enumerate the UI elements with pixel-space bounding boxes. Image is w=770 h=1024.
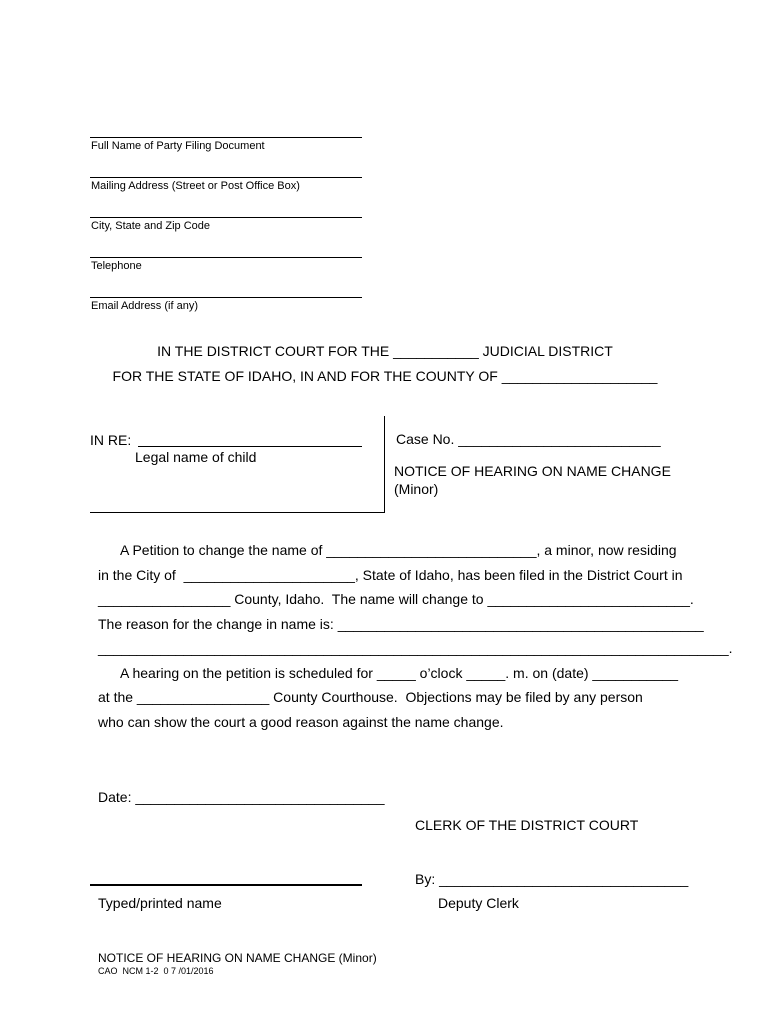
- footer-form-code: CAO NCM 1-2 0 7 /01/2016: [98, 966, 214, 976]
- telephone-label: Telephone: [91, 260, 142, 272]
- legal-name-of-child-label: Legal name of child: [135, 449, 257, 465]
- para2-line2: at the _________________ County Courthouse. Objections may be filed by any person: [98, 689, 643, 705]
- city-state-zip-label: City, State and Zip Code: [91, 220, 211, 232]
- city-state-zip-line[interactable]: [90, 217, 362, 218]
- caption-divider: [384, 416, 385, 512]
- date-field[interactable]: Date: ________________________________: [98, 789, 385, 805]
- para1-line2: in the City of ______________________, State of Idaho, has been filed in the District Court in: [98, 567, 683, 583]
- mailing-address-line[interactable]: [90, 177, 362, 178]
- court-heading-line2: FOR THE STATE OF IDAHO, IN AND FOR THE COUNTY OF ____________________: [112, 368, 658, 384]
- by-signature-field[interactable]: By: ________________________________: [415, 871, 689, 887]
- notice-title-line2: (Minor): [394, 481, 439, 497]
- para1-line4: The reason for the change in name is: _______________________________________________: [98, 616, 704, 632]
- clerk-label: CLERK OF THE DISTRICT COURT: [415, 817, 639, 833]
- email-label: Email Address (if any): [91, 300, 198, 312]
- full-name-line[interactable]: [90, 137, 362, 138]
- child-name-line[interactable]: [138, 446, 362, 447]
- telephone-line[interactable]: [90, 257, 362, 258]
- para2-line1: A hearing on the petition is scheduled for _____ o’clock _____. m. on (date) ___________: [120, 665, 679, 681]
- court-heading-line1: IN THE DISTRICT COURT FOR THE ___________ JUDICIAL DISTRICT: [157, 343, 613, 359]
- email-line[interactable]: [90, 297, 362, 298]
- typed-name-label: Typed/printed name: [98, 895, 222, 911]
- case-number-field[interactable]: Case No. __________________________: [396, 431, 661, 447]
- para1-line5: _________________________________________________________________________________.: [98, 640, 733, 656]
- para1-line3: _________________ County, Idaho. The name will change to __________________________.: [98, 591, 694, 607]
- mailing-address-label: Mailing Address (Street or Post Office Box): [91, 180, 300, 192]
- caption-bottom-rule: [90, 512, 385, 513]
- typed-name-line[interactable]: [90, 884, 362, 886]
- notice-title-line1: NOTICE OF HEARING ON NAME CHANGE: [394, 463, 671, 479]
- full-name-label: Full Name of Party Filing Document: [91, 140, 265, 152]
- para1-line1: A Petition to change the name of ___________________________, a minor, now residing: [120, 542, 677, 558]
- deputy-clerk-label: Deputy Clerk: [438, 895, 519, 911]
- in-re-label: IN RE:: [90, 432, 132, 448]
- footer-title: NOTICE OF HEARING ON NAME CHANGE (Minor): [98, 951, 377, 965]
- para2-line3: who can show the court a good reason against the name change.: [98, 714, 504, 730]
